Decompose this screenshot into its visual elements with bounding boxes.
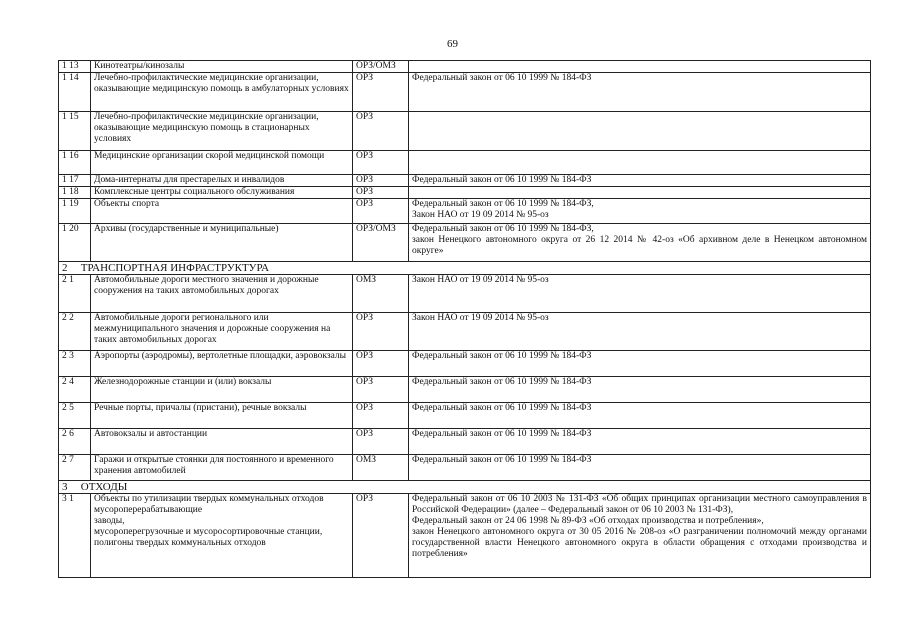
object-name: Дома-интернаты для престарелых и инвалидов [91,175,353,187]
significance-level: ОРЗ [353,351,409,377]
legal-basis: Федеральный закон от 06 10 1999 № 184-ФЗ [409,351,871,377]
legal-basis: Федеральный закон от 06 10 1999 № 184-ФЗ [409,403,871,429]
section-title: ТРАНСПОРТНАЯ ИНФРАСТРУКТУРА [80,262,270,274]
object-name: Речные порты, причалы (пристани), речные вокзалы [91,403,353,429]
row-number: 1 18 [59,187,91,199]
significance-level: ОРЗ [353,403,409,429]
legal-basis [409,151,871,175]
section-heading [59,481,871,494]
legal-basis: Федеральный закон от 06 10 1999 № 184-ФЗ, Закон НАО от 19 09 2014 № 95-оз [409,199,871,224]
object-name: Автомобильные дороги местного значения и дорожные сооружения на таких автомобильных дорогах [91,275,353,313]
row-number: 1 20 [59,224,91,262]
table-row [59,275,871,313]
table-row [59,494,871,578]
object-name: Медицинские организации скорой медицинской помощи [91,151,353,175]
legal-basis: Федеральный закон от 06 10 1999 № 184-ФЗ [409,455,871,481]
significance-level: ОРЗ [353,151,409,175]
legal-basis: Федеральный закон от 06 10 1999 № 184-ФЗ [409,429,871,455]
legal-basis: Закон НАО от 19 09 2014 № 95-оз [409,275,871,313]
object-name: Лечебно-профилактические медицинские организации, оказывающие медицинскую помощь в стационарных условиях [91,112,353,151]
legal-basis: Федеральный закон от 06 10 2003 № 131-ФЗ «Об общих принципах организации местного самоуправления в Российской Федерации» (далее – Федеральный закон от 06 10 2003 № 131-ФЗ), Федеральный закон от 24 06 1998 № 89-ФЗ «Об отходах производства и потребления», закон Ненецкого автономного округа от 30 05 2016 № 208-оз «О разграничении полномочий между органами государственной власти Ненецкого автономного округа в области обращения с отходами производства и потребления» [409,494,871,578]
row-number: 1 19 [59,199,91,224]
significance-level: ОРЗ [353,175,409,187]
significance-level: ОРЗ [353,199,409,224]
row-number: 2 5 [59,403,91,429]
significance-level: ОРЗ [353,73,409,112]
object-name: Кинотеатры/кинозалы [91,61,353,73]
legal-basis [409,187,871,199]
row-number: 2 3 [59,351,91,377]
table-row [59,112,871,151]
table-row [59,377,871,403]
table-row [59,313,871,351]
significance-level: ОРЗ [353,112,409,151]
legal-basis [409,112,871,151]
significance-level: ОРЗ/ОМЗ [353,61,409,73]
table-row [59,151,871,175]
row-number: 1 17 [59,175,91,187]
table-row [59,199,871,224]
legal-basis: Федеральный закон от 06 10 1999 № 184-ФЗ [409,377,871,403]
significance-level: ОРЗ [353,429,409,455]
object-name: Архивы (государственные и муниципальные) [91,224,353,262]
object-name: Гаражи и открытые стоянки для постоянного и временного хранения автомобилей [91,455,353,481]
object-name: Автовокзалы и автостанции [91,429,353,455]
row-number: 2 1 [59,275,91,313]
object-name: Автомобильные дороги регионального или межмуниципального значения и дорожные сооружения на таких автомобильных дорогах [91,313,353,351]
row-number: 1 14 [59,73,91,112]
significance-level: ОРЗ [353,494,409,578]
significance-level: ОРЗ [353,377,409,403]
significance-level: ОРЗ [353,313,409,351]
legal-basis: Федеральный закон от 06 10 1999 № 184-ФЗ [409,175,871,187]
row-number: 2 6 [59,429,91,455]
table-row [59,403,871,429]
significance-level: ОРЗ/ОМЗ [353,224,409,262]
table-row [59,175,871,187]
table-row [59,61,871,73]
legal-basis: Федеральный закон от 06 10 1999 № 184-ФЗ [409,73,871,112]
object-name: Аэропорты (аэродромы), вертолетные площадки, аэровокзалы [91,351,353,377]
row-number: 1 13 [59,61,91,73]
objects-table [58,60,871,578]
row-number: 1 16 [59,151,91,175]
object-name: Объекты по утилизации твердых коммунальных отходов мусороперерабатывающие заводы, мусороперегрузочные и мусоросортировочные станции, полигоны твердых коммунальных отходов [91,494,353,578]
row-number: 3 1 [59,494,91,578]
table-row [59,224,871,262]
significance-level: ОМЗ [353,455,409,481]
legal-basis: Федеральный закон от 06 10 1999 № 184-ФЗ, закон Ненецкого автономного округа от 26 12 2014 № 42-оз «Об архивном деле в Ненецком автономном округе» [409,224,871,262]
row-number: 1 15 [59,112,91,151]
section-row [59,481,871,494]
row-number: 2 4 [59,377,91,403]
section-number: 3 [62,481,68,493]
table-row [59,429,871,455]
section-number: 2 [62,262,68,274]
significance-level: ОМЗ [353,275,409,313]
row-number: 2 2 [59,313,91,351]
section-heading [59,262,871,275]
object-name: Железнодорожные станции и (или) вокзалы [91,377,353,403]
row-number: 2 7 [59,455,91,481]
table-row [59,351,871,377]
object-name: Лечебно-профилактические медицинские организации, оказывающие медицинскую помощь в амбулаторных условиях [91,73,353,112]
section-row [59,262,871,275]
legal-basis [409,61,871,73]
significance-level: ОРЗ [353,187,409,199]
table-row [59,73,871,112]
object-name: Объекты спорта [91,199,353,224]
table-row [59,455,871,481]
section-title: ОТХОДЫ [80,481,128,493]
legal-basis: Закон НАО от 19 09 2014 № 95-оз [409,313,871,351]
table-row [59,187,871,199]
page-number: 69 [447,38,458,50]
object-name: Комплексные центры социального обслуживания [91,187,353,199]
